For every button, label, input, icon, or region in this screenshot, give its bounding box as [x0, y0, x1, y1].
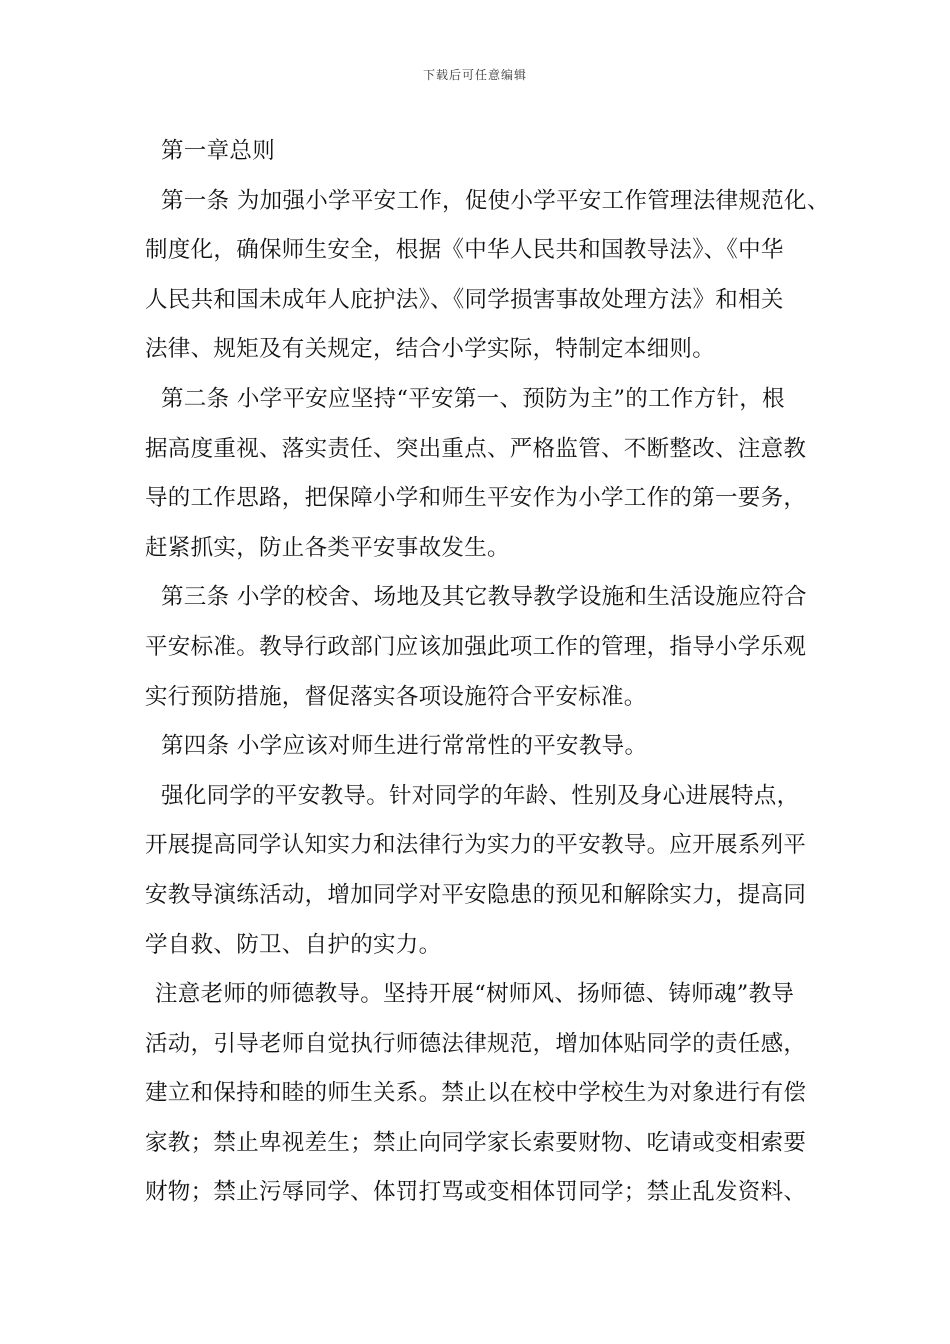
text-line: 法律、规矩及有关规定，结合小学实际，特制定本细则。: [145, 336, 716, 363]
text-line: 人民共和国未成年人庇护法》、《同学损害事故处理方法》和相关: [145, 286, 784, 313]
text-line: 第三条 小学的校舍、场地及其它教导教学设施和生活设施应符合: [161, 584, 807, 611]
text-line: 学自救、防卫、自护的实力。: [145, 931, 442, 958]
text-line: 家教；禁止卑视差生；禁止向同学家长索要财物、吃请或变相索要: [145, 1129, 807, 1156]
page-header-note: 下载后可任意编辑: [422, 68, 527, 82]
text-line: 制度化，确保师生安全，根据《中华人民共和国教导法》、《中华: [145, 237, 784, 264]
text-line: 活动，引导老师自觉执行师德法律规范，增加体贴同学的责任感，: [145, 1030, 807, 1057]
text-line: 安教导演练活动，增加同学对平安隐患的预见和解除实力，提高同: [145, 881, 807, 908]
text-line: 强化同学的平安教导。针对同学的年龄、性别及身心进展特点，: [161, 782, 800, 809]
text-line: 据高度重视、落实责任、突出重点、严格监管、不断整改、注意教: [145, 435, 807, 462]
chapter-title: 第一章总则: [161, 138, 276, 164]
text-line: 开展提高同学认知实力和法律行为实力的平安教导。应开展系列平: [145, 832, 807, 859]
text-line: 第一条 为加强小学平安工作，促使小学平安工作管理法律规范化、: [161, 187, 830, 214]
text-line: 第四条 小学应该对师生进行常常性的平安教导。: [161, 733, 648, 760]
text-line: 赶紧抓实，防止各类平安事故发生。: [145, 534, 510, 561]
text-line: 实行预防措施，督促落实各项设施符合平安标准。: [145, 683, 647, 710]
text-line: 财物；禁止污辱同学、体罚打骂或变相体罚同学；禁止乱发资料、: [145, 1179, 807, 1206]
text-line: 第二条 小学平安应坚持“平安第一、预防为主”的工作方针，根: [161, 385, 785, 412]
document-body: [145, 136, 830, 1227]
text-line: 平安标准。教导行政部门应该加强此项工作的管理，指导小学乐观: [145, 633, 807, 660]
text-line: 建立和保持和睦的师生关系。禁止以在校中学校生为对象进行有偿: [145, 1080, 807, 1107]
text-line: 导的工作思路，把保障小学和师生平安作为小学工作的第一要务，: [145, 485, 807, 512]
text-line: 注意老师的师德教导。坚持开展“树师风、扬师德、铸师魂”教导: [155, 981, 795, 1008]
